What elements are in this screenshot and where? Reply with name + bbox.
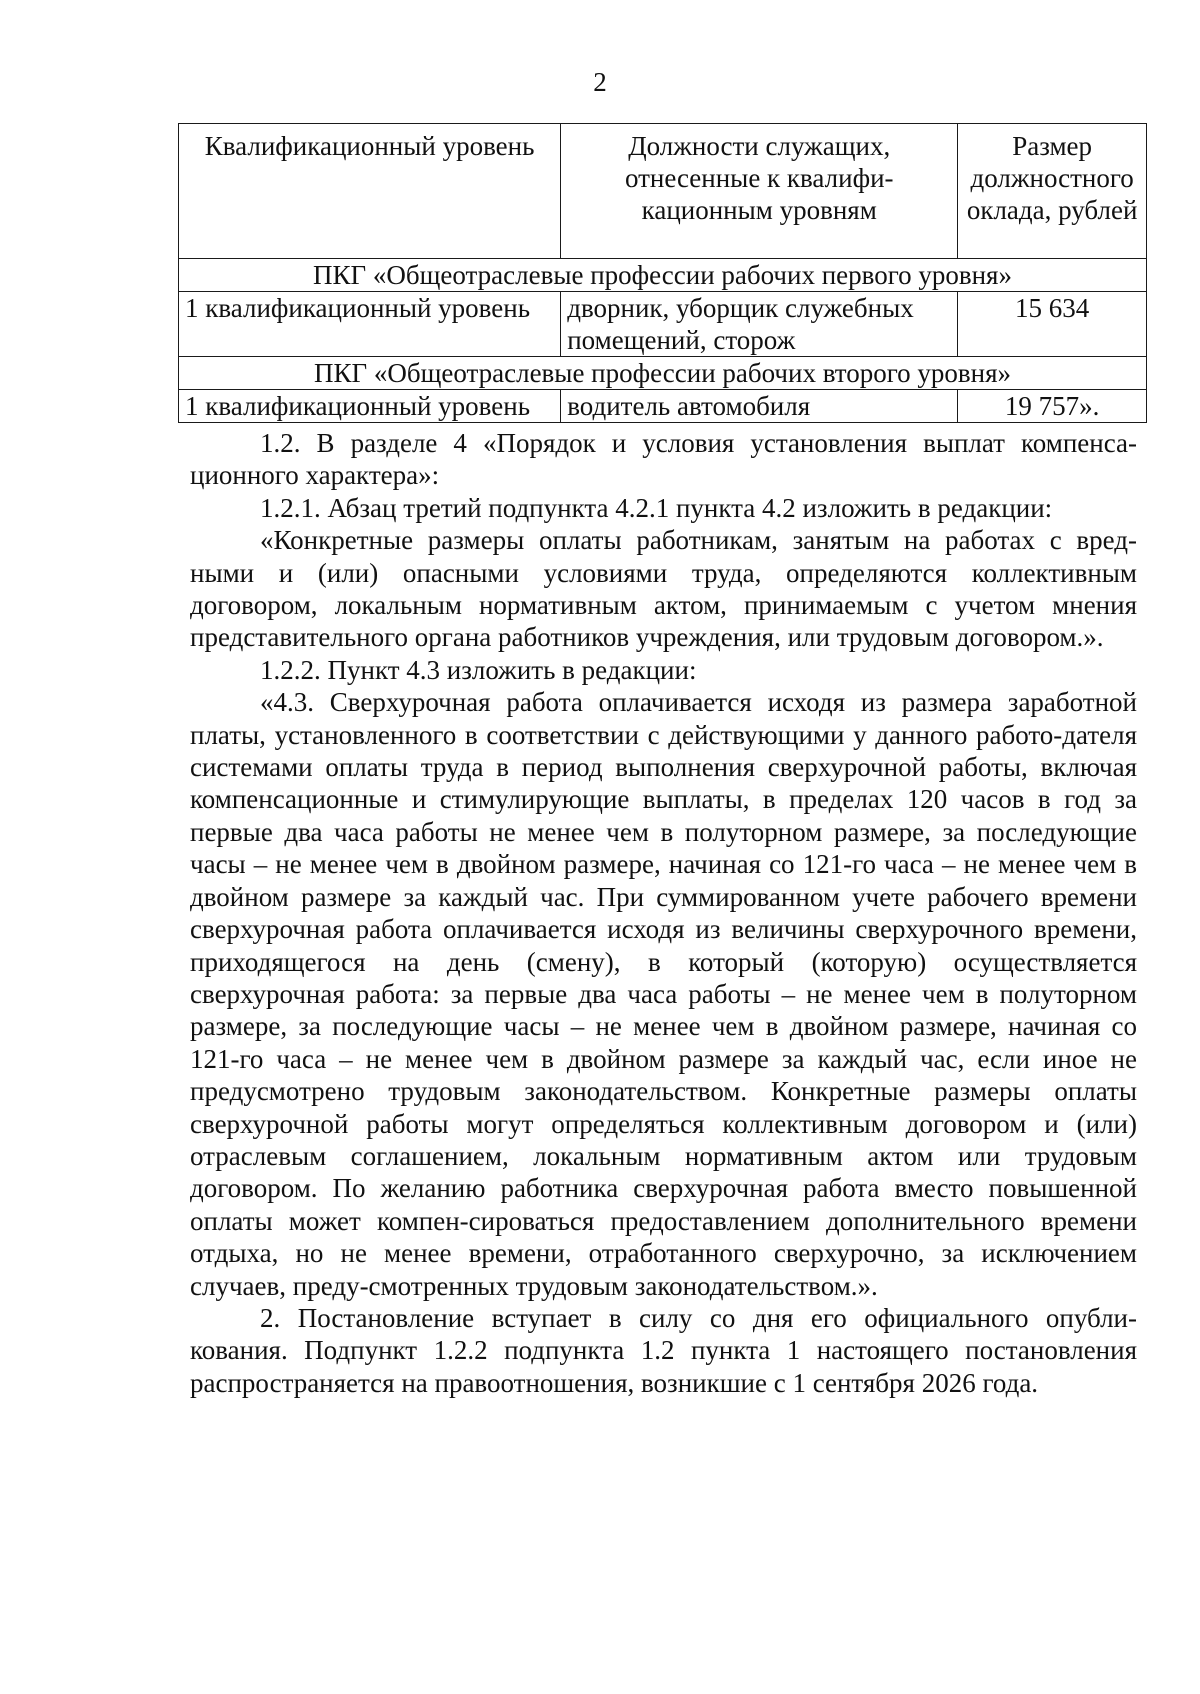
group-row-second-level [179, 357, 1147, 390]
cell-positions: дворник, уборщик служебных помещений, сторож [561, 292, 958, 357]
salary-table [178, 123, 1147, 423]
cell-positions: водитель автомобиля [561, 390, 958, 423]
cell-salary: 19 757». [958, 390, 1147, 423]
header-level: Квалификационный уровень [179, 124, 561, 259]
paragraph-4-3-overtime: «4.3. Сверхурочная работа оплачивается исходя из размера заработной платы, установленного в соответствии с действующими у данного работо-дателя системами оплаты труда в период выполнения сверхурочной работы, включая компенсационные и стимулирующие выплаты, в пределах 120 часов в год за первые два часа работы не менее чем в полуторном размере, за последующие часы – не менее чем в двойном размере, начиная со 121-го часа – не менее чем в двойном размере за каждый час. При суммированном учете рабочего времени сверхурочная работа оплачивается исходя из величины сверхурочного времени, приходящегося на день (смену), в который (которую) осуществляется сверхурочная работа: за первые два часа работы – не менее чем в полуторном размере, за последующие часы – не менее чем в двойном размере, начиная со 121-го часа – не менее чем в двойном размере за каждый час, если иное не предусмотрено трудовым законодательством. Конкретные размеры оплаты сверхурочной работы могут определяться коллективным договором и (или) отраслевым соглашением, локальным нормативным актом или трудовым договором. По желанию работника сверхурочная работа вместо повышенной оплаты может компен-сироваться предоставлением дополнительного времени отдыха, но не менее времени, отработанного сверхурочно, за исключением случаев, преду-смотренных трудовым законодательством.». [190, 687, 1137, 1301]
group-row-first-level [179, 259, 1147, 292]
document-body [190, 427, 1137, 1399]
paragraph-1-2-1: 1.2.1. Абзац третий подпункта 4.2.1 пункта 4.2 изложить в редакции: [260, 492, 1053, 523]
header-salary: Размер должностного оклада, рублей [958, 124, 1147, 259]
paragraph-2-effective: 2. Постановление вступает в силу со дня его официального опубли-кования. Подпункт 1.2.2 подпункта 1.2 пункта 1 настоящего постановления распространяется на правоотношения, возникшие с 1 сентября 2026 года. [190, 1302, 1137, 1398]
header-positions: Должности служащих, отнесенные к квалифи-кационным уровням [561, 124, 958, 259]
cell-level: 1 квалификационный уровень [179, 292, 561, 357]
table-row [179, 390, 1147, 423]
table-row [179, 292, 1147, 357]
group-title: ПКГ «Общеотраслевые профессии рабочих первого уровня» [179, 259, 1147, 292]
paragraph-1-2-2: 1.2.2. Пункт 4.3 изложить в редакции: [260, 654, 697, 685]
table-header-row [179, 124, 1147, 259]
paragraph-1-2: 1.2. В разделе 4 «Порядок и условия установления выплат компенса-ционного характера»: [190, 428, 1137, 491]
cell-salary: 15 634 [958, 292, 1147, 357]
group-title: ПКГ «Общеотраслевые профессии рабочих второго уровня» [179, 357, 1147, 390]
cell-level: 1 квалификационный уровень [179, 390, 561, 423]
page-number: 2 [593, 67, 607, 97]
paragraph-quote-sizes: «Конкретные размеры оплаты работникам, занятым на работах с вред-ными и (или) опасными условиями труда, определяются коллективным договором, локальным нормативным актом, принимаемым с учетом мнения представительного органа работников учреждения, или трудовым договором.». [190, 525, 1137, 653]
